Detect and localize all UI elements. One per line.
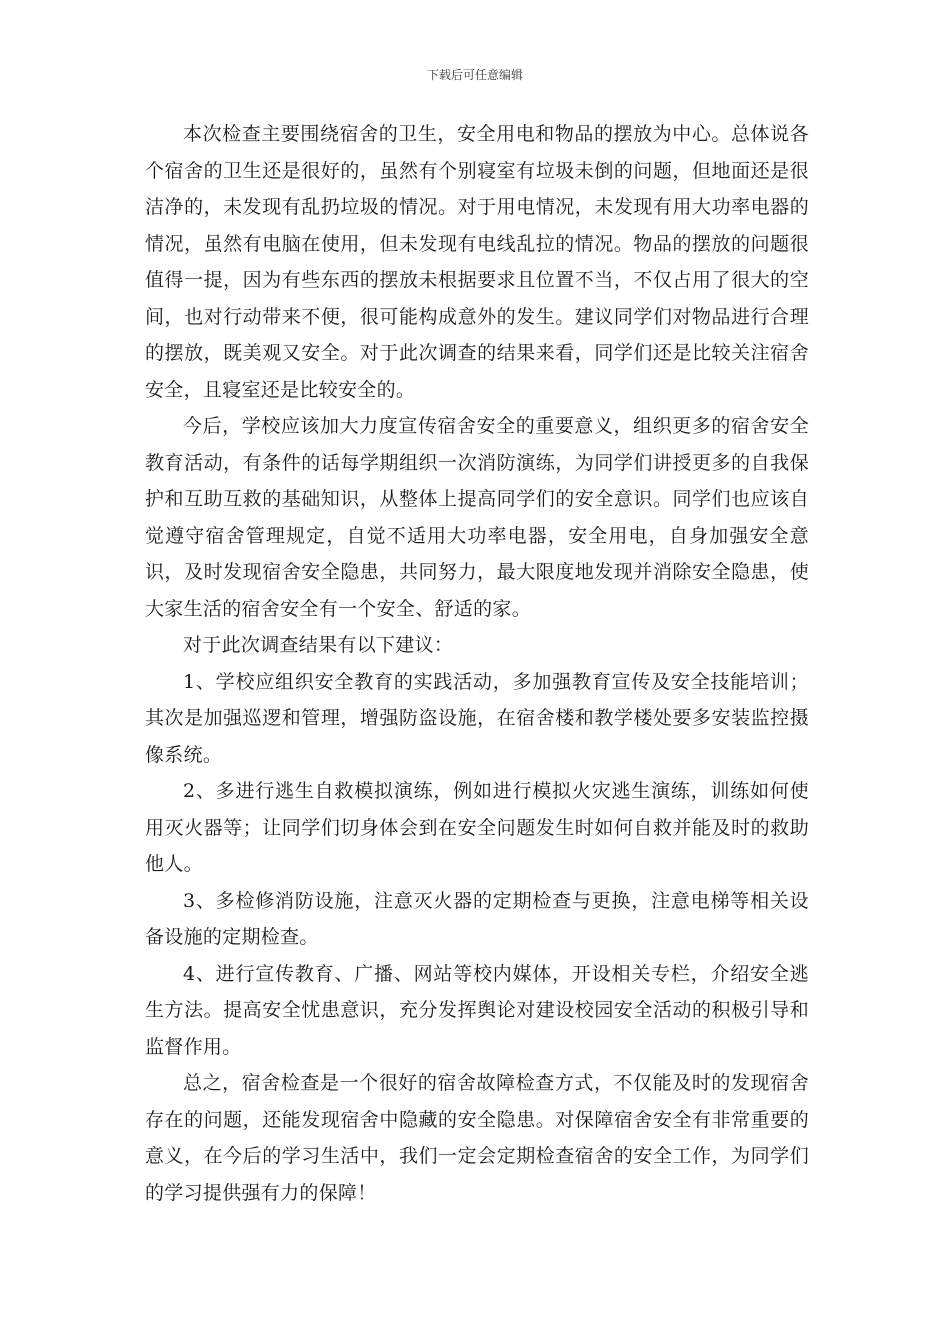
paragraph-suggestions-intro: 对于此次调查结果有以下建议： — [183, 634, 454, 656]
paragraph-inspection-summary: 本次检查主要围绕宿舍的卫生，安全用电和物品的摆放为中心。总体说各个宿舍的卫生还是很好的，虽然有个别寝室有垃圾未倒的问题，但地面还是很洁净的，未发现有乱扔垃圾的情况。对于用电情况，未发现有用大功率电器的情况，虽然有电脑在使用，但未发现有电线乱拉的情况。物品的摆放的问题很值得一提，因为有些东西的摆放未根据要求且位置不当，不仅占用了很大的空间，也对行动带来不便，很可能构成意外的发生。建议同学们对物品进行合理的摆放，既美观又安全。对于此次调查的结果来看，同学们还是比较关注宿舍安全，且寝室还是比较安全的。 — [145, 123, 809, 401]
document-body — [145, 116, 809, 1211]
paragraph-future-measures: 今后，学校应该加大力度宣传宿舍安全的重要意义，组织更多的宿舍安全教育活动，有条件的话每学期组织一次消防演练，为同学们讲授更多的自我保护和互助互救的基础知识，从整体上提高同学们的安全意识。同学们也应该自觉遵守宿舍管理规定，自觉不适用大功率电器，安全用电，自身加强安全意识，及时发现宿舍安全隐患，共同努力，最大限度地发现并消除安全隐患，使大家生活的宿舍安全有一个安全、舒适的家。 — [145, 415, 809, 620]
page-header: 下载后可任意编辑 — [426, 68, 523, 82]
paragraph-suggestion-3: 3、多检修消防设施，注意灭火器的定期检查与更换，注意电梯等相关设备设施的定期检查。 — [145, 889, 809, 948]
paragraph-conclusion: 总之，宿舍检查是一个很好的宿舍故障检查方式，不仅能及时的发现宿舍存在的问题，还能发现宿舍中隐藏的安全隐患。对保障宿舍安全有非常重要的意义，在今后的学习生活中，我们一定会定期检查宿舍的安全工作，为同学们的学习提供强有力的保障！ — [145, 1072, 809, 1204]
paragraph-suggestion-2: 2、多进行逃生自救模拟演练，例如进行模拟火灾逃生演练，训练如何使用灭火器等；让同学们切身体会到在安全问题发生时如何自救并能及时的救助他人。 — [145, 780, 809, 875]
paragraph-suggestion-1: 1、学校应组织安全教育的实践活动，多加强教育宣传及安全技能培训；其次是加强巡逻和管理，增强防盗设施，在宿舍楼和教学楼处要多安装监控摄像系统。 — [145, 670, 809, 766]
paragraph-suggestion-4: 4、进行宣传教育、广播、网站等校内媒体，开设相关专栏，介绍安全逃生方法。提高安全忧患意识，充分发挥舆论对建设校园安全活动的积极引导和监督作用。 — [145, 962, 809, 1058]
